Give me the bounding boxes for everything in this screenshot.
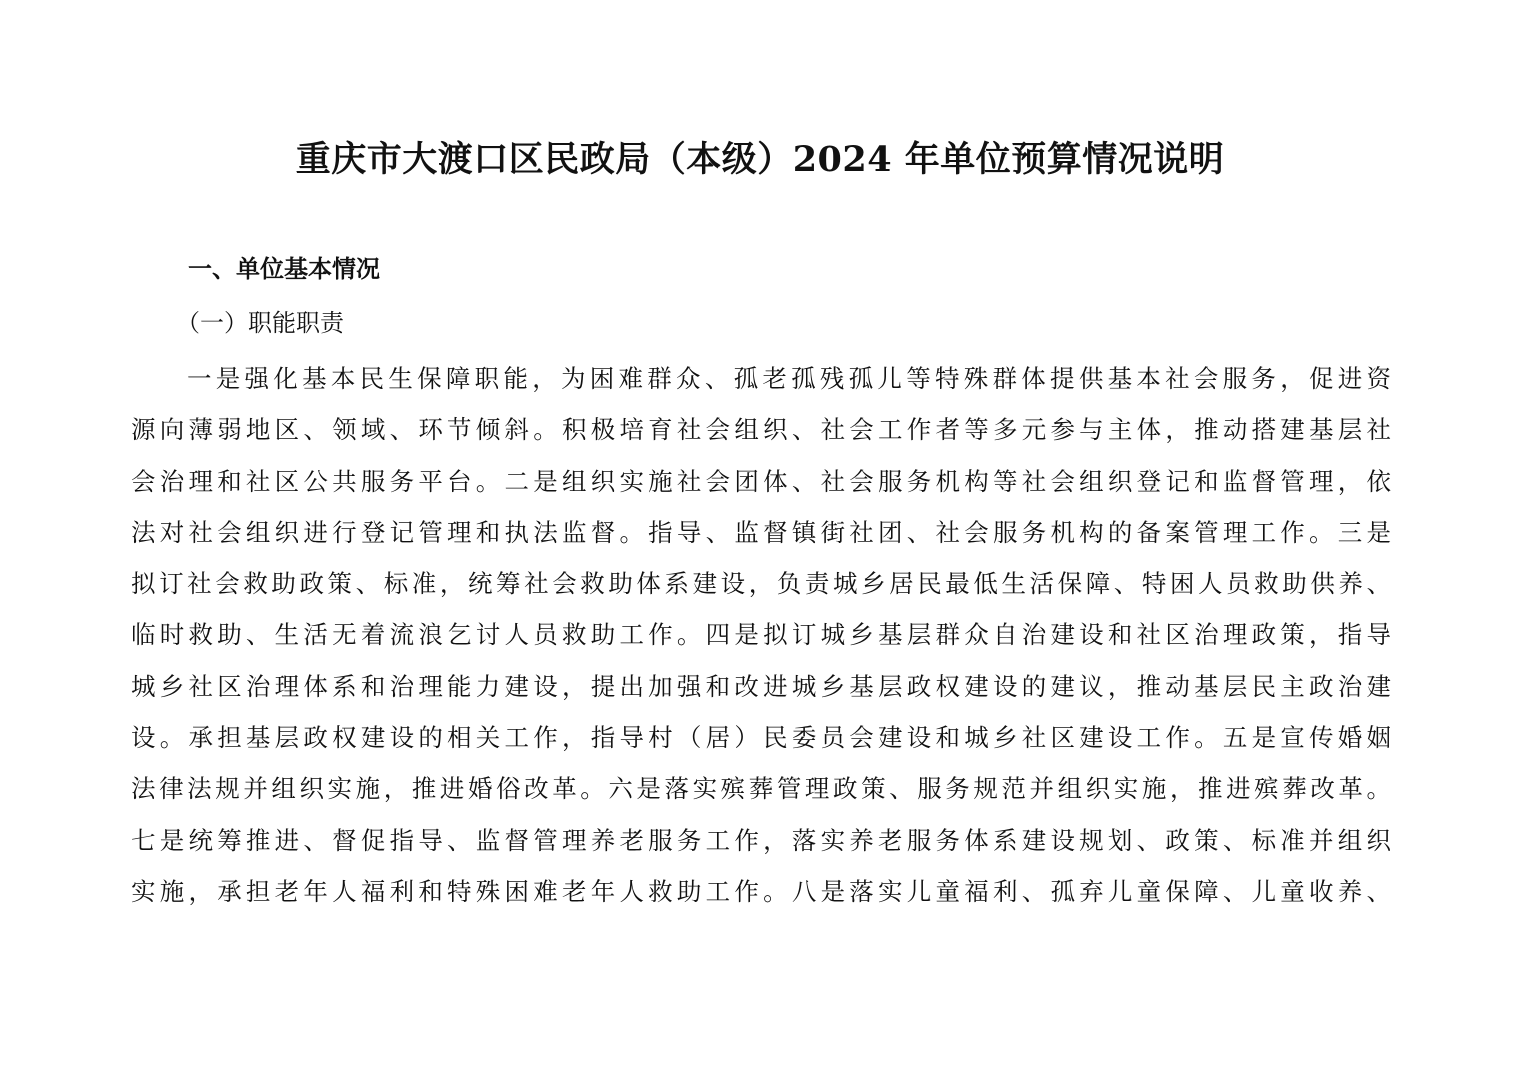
paragraph-line: 临时救助、生活无着流浪乞讨人员救助工作。四是拟订城乡基层群众自治建设和社区治理政策，指导	[131, 620, 1391, 650]
paragraph-line: 一是强化基本民生保障职能，为困难群众、孤老孤残孤儿等特殊群体提供基本社会服务，促进资	[187, 364, 1391, 393]
section-heading-basic-info: 一、单位基本情况	[188, 255, 380, 283]
paragraph-line: 会治理和社区公共服务平台。二是组织实施社会团体、社会服务机构等社会组织登记和监督管理，依	[131, 466, 1391, 496]
paragraph-line: 拟订社会救助政策、标准，统筹社会救助体系建设，负责城乡居民最低生活保障、特困人员救助供养、	[131, 569, 1391, 599]
document-title: 重庆市大渡口区民政局（本级）2024 年单位预算情况说明	[295, 139, 1225, 180]
paragraph-line: 城乡社区治理体系和治理能力建设，提出加强和改进城乡基层政权建设的建议，推动基层民主政治建	[131, 671, 1391, 701]
paragraph-line: 源向薄弱地区、领域、环节倾斜。积极培育社会组织、社会工作者等多元参与主体，推动搭建基层社	[131, 415, 1391, 445]
duties-paragraph	[131, 357, 1391, 921]
paragraph-line: 实施，承担老年人福利和特殊困难老年人救助工作。八是落实儿童福利、孤弃儿童保障、儿童收养、	[131, 876, 1391, 906]
paragraph-line: 设。承担基层政权建设的相关工作，指导村（居）民委员会建设和城乡社区建设工作。五是宣传婚姻	[131, 723, 1391, 753]
subsection-heading-duties: （一）职能职责	[176, 309, 344, 337]
paragraph-line: 法律法规并组织实施，推进婚俗改革。六是落实殡葬管理政策、服务规范并组织实施，推进殡葬改革。	[131, 774, 1391, 804]
paragraph-line: 法对社会组织进行登记管理和执法监督。指导、监督镇街社团、社会服务机构的备案管理工作。三是	[131, 517, 1391, 547]
paragraph-line: 七是统筹推进、督促指导、监督管理养老服务工作，落实养老服务体系建设规划、政策、标准并组织	[131, 825, 1391, 855]
